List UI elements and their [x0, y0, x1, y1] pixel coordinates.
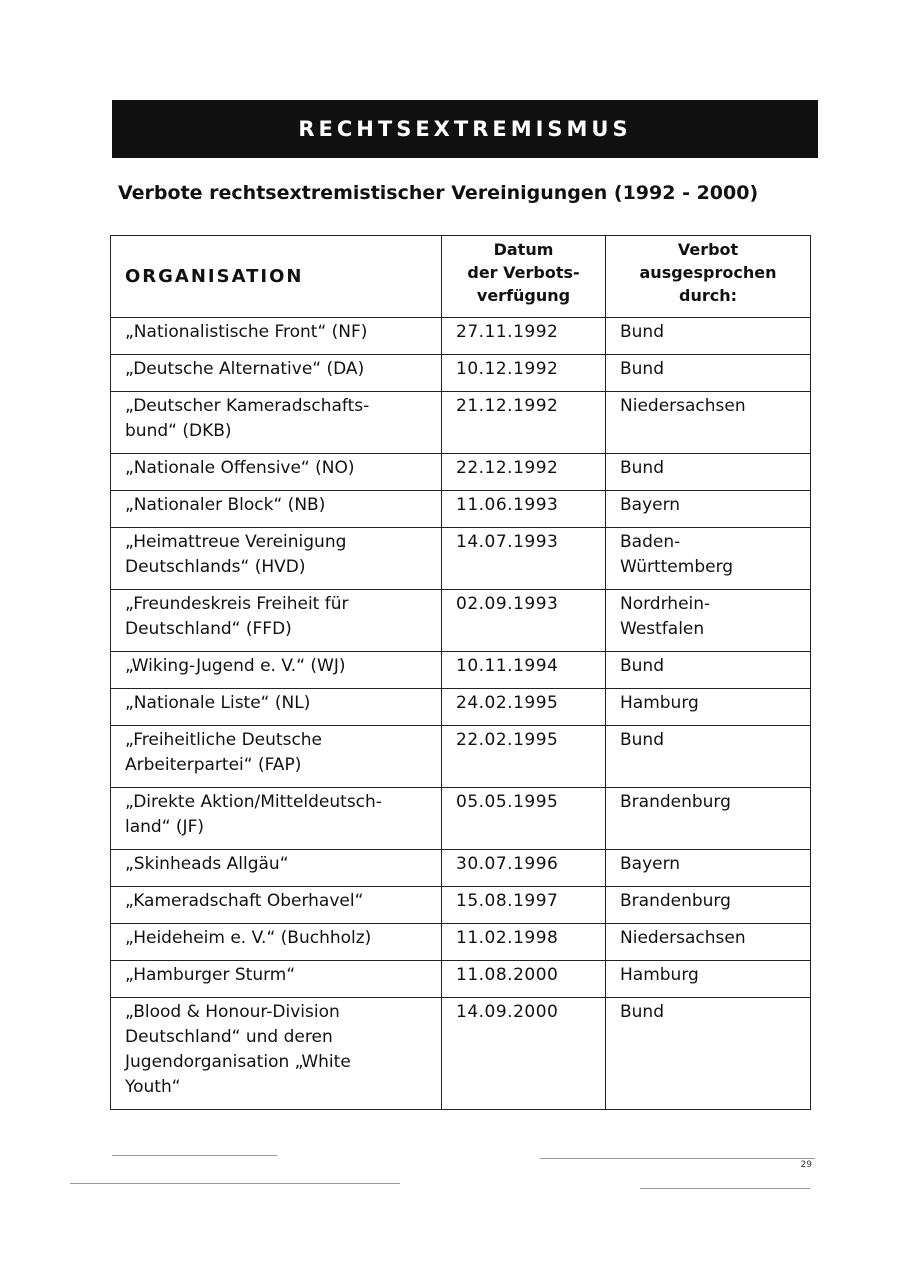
cell-ban-date: 11.08.2000	[442, 961, 606, 998]
table-row	[111, 652, 811, 689]
cell-organisation: „Hamburger Sturm“	[111, 961, 442, 998]
table-row	[111, 788, 811, 850]
cell-organisation: „Heideheim e. V.“ (Buchholz)	[111, 924, 442, 961]
cell-organisation: „Direkte Aktion/Mitteldeutsch- land“ (JF)	[111, 788, 442, 850]
cell-ban-date: 30.07.1996	[442, 850, 606, 887]
cell-ban-date: 10.12.1992	[442, 355, 606, 392]
cell-organisation: „Nationale Liste“ (NL)	[111, 689, 442, 726]
cell-organisation: „Wiking-Jugend e. V.“ (WJ)	[111, 652, 442, 689]
cell-ban-date: 24.02.1995	[442, 689, 606, 726]
cell-ban-date: 21.12.1992	[442, 392, 606, 454]
cell-authority: Bund	[606, 652, 811, 689]
bans-table	[110, 235, 811, 1110]
table-row	[111, 454, 811, 491]
column-header-date: Datum der Verbots- verfügung	[442, 236, 606, 318]
table-row	[111, 998, 811, 1110]
cell-organisation: „Kameradschaft Oberhavel“	[111, 887, 442, 924]
table-row	[111, 528, 811, 590]
section-banner: RECHTSEXTREMISMUS	[112, 100, 818, 158]
cell-ban-date: 27.11.1992	[442, 318, 606, 355]
cell-ban-date: 14.07.1993	[442, 528, 606, 590]
table-row	[111, 318, 811, 355]
cell-authority: Bund	[606, 454, 811, 491]
cell-organisation: „Deutsche Alternative“ (DA)	[111, 355, 442, 392]
cell-ban-date: 15.08.1997	[442, 887, 606, 924]
table-header-row	[111, 236, 811, 318]
table-row	[111, 689, 811, 726]
cell-organisation: „Nationalistische Front“ (NF)	[111, 318, 442, 355]
cell-authority: Niedersachsen	[606, 392, 811, 454]
cell-authority: Bund	[606, 726, 811, 788]
cell-authority: Bayern	[606, 850, 811, 887]
table-row	[111, 850, 811, 887]
cell-organisation: „Deutscher Kameradschafts- bund“ (DKB)	[111, 392, 442, 454]
cell-authority: Niedersachsen	[606, 924, 811, 961]
page-subtitle: Verbote rechtsextremistischer Vereinigungen (1992 - 2000)	[118, 182, 759, 204]
footer-rule	[112, 1155, 277, 1156]
cell-organisation: „Nationaler Block“ (NB)	[111, 491, 442, 528]
table-row	[111, 961, 811, 998]
cell-ban-date: 22.02.1995	[442, 726, 606, 788]
column-header-authority: Verbot ausgesprochen durch:	[606, 236, 811, 318]
cell-organisation: „Freundeskreis Freiheit für Deutschland“ (FFD)	[111, 590, 442, 652]
cell-ban-date: 10.11.1994	[442, 652, 606, 689]
table-row	[111, 887, 811, 924]
cell-authority: Bayern	[606, 491, 811, 528]
cell-ban-date: 14.09.2000	[442, 998, 606, 1110]
page-number: 29	[800, 1160, 812, 1170]
cell-authority: Nordrhein- Westfalen	[606, 590, 811, 652]
cell-authority: Bund	[606, 318, 811, 355]
cell-organisation: „Freiheitliche Deutsche Arbeiterpartei“ (FAP)	[111, 726, 442, 788]
cell-ban-date: 02.09.1993	[442, 590, 606, 652]
cell-authority: Hamburg	[606, 689, 811, 726]
cell-organisation: „Blood & Honour-Division Deutschland“ und deren Jugendorganisation „White Youth“	[111, 998, 442, 1110]
table-row	[111, 590, 811, 652]
cell-ban-date: 11.02.1998	[442, 924, 606, 961]
cell-ban-date: 11.06.1993	[442, 491, 606, 528]
table-row	[111, 355, 811, 392]
cell-organisation: „Heimattreue Vereinigung Deutschlands“ (HVD)	[111, 528, 442, 590]
table-row	[111, 491, 811, 528]
table-row	[111, 392, 811, 454]
footer-rule	[540, 1158, 815, 1159]
cell-organisation: „Skinheads Allgäu“	[111, 850, 442, 887]
table-row	[111, 726, 811, 788]
table-row	[111, 924, 811, 961]
footer-rule	[640, 1188, 810, 1189]
cell-authority: Hamburg	[606, 961, 811, 998]
cell-ban-date: 22.12.1992	[442, 454, 606, 491]
cell-authority: Bund	[606, 998, 811, 1110]
table-body	[111, 318, 811, 1110]
footer-rule	[70, 1183, 400, 1184]
cell-organisation: „Nationale Offensive“ (NO)	[111, 454, 442, 491]
cell-ban-date: 05.05.1995	[442, 788, 606, 850]
cell-authority: Baden- Württemberg	[606, 528, 811, 590]
cell-authority: Brandenburg	[606, 887, 811, 924]
cell-authority: Bund	[606, 355, 811, 392]
column-header-organisation: ORGANISATION	[111, 236, 442, 318]
cell-authority: Brandenburg	[606, 788, 811, 850]
